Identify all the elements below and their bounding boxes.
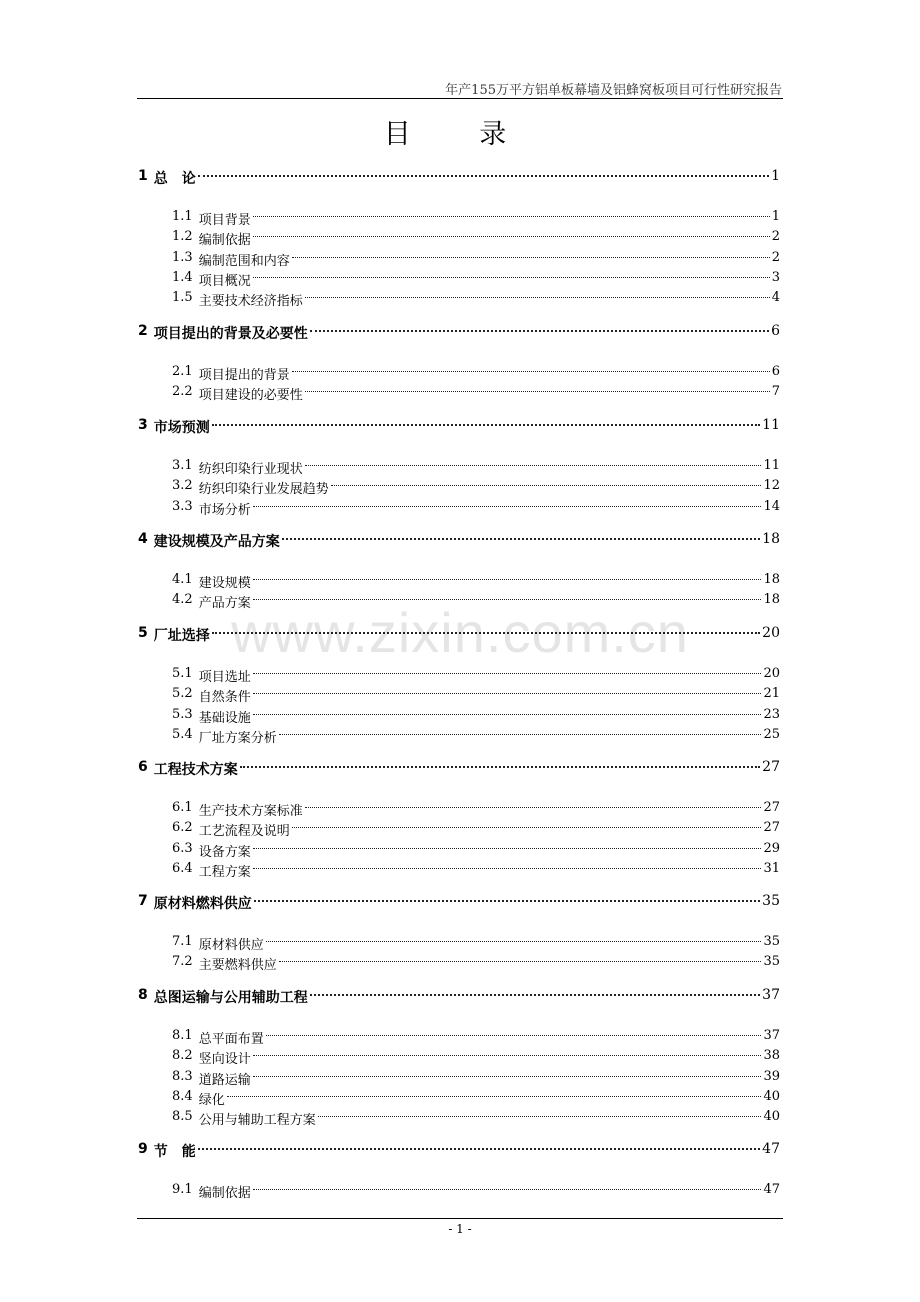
toc-entry-page: 12 — [763, 478, 780, 494]
toc-entry-page: 40 — [763, 1109, 780, 1125]
toc-chapter-7[interactable] — [138, 893, 780, 913]
toc-entry-title: 生产技术方案标准 — [198, 804, 303, 819]
toc-section-8-2[interactable] — [172, 1048, 780, 1067]
dot-leader — [305, 391, 770, 392]
toc-entry-page: 47 — [762, 1141, 780, 1157]
toc-entry-label — [172, 250, 290, 269]
toc-entry-title: 项目背景 — [198, 213, 251, 228]
dot-leader — [253, 216, 770, 217]
toc-entry-page: 18 — [763, 572, 780, 587]
toc-section-6-1[interactable] — [172, 800, 780, 819]
toc-entry-label — [172, 499, 251, 518]
toc-section-5-1[interactable] — [172, 666, 780, 685]
dot-leader — [282, 538, 760, 540]
toc-entry-label — [138, 987, 308, 1007]
toc-entry-title: 市场预测 — [153, 420, 210, 436]
toc-entry-number: 2.2 — [172, 384, 193, 400]
toc-section-6-4[interactable] — [172, 861, 780, 880]
toc-entry-label — [172, 364, 290, 383]
toc-entry-title: 纺织印染行业发展趋势 — [198, 482, 329, 498]
dot-leader — [253, 277, 770, 278]
toc-section-3-2[interactable] — [172, 478, 780, 497]
toc-entry-page: 39 — [763, 1068, 780, 1084]
dot-leader — [253, 599, 762, 600]
toc-entry-page: 3 — [771, 269, 780, 285]
running-header: 年产155万平方铝单板幕墙及铝蜂窝板项目可行性研究报告 — [445, 83, 782, 98]
toc-entry-page: 2 — [771, 249, 780, 265]
dot-leader — [266, 1035, 762, 1036]
dot-leader — [253, 673, 762, 674]
toc-entry-label — [172, 954, 277, 973]
toc-entry-number: 1.4 — [172, 269, 193, 285]
toc-entry-title: 编制范围和内容 — [198, 253, 290, 269]
toc-entry-title: 基础设施 — [198, 710, 251, 726]
toc-chapter-8[interactable] — [138, 987, 780, 1007]
toc-entry-page: 1 — [771, 168, 780, 184]
toc-entry-label — [138, 1141, 196, 1161]
dot-leader — [279, 961, 762, 962]
toc-section-8-3[interactable] — [172, 1069, 780, 1088]
toc-entry-number: 5.2 — [172, 686, 193, 702]
dot-leader — [318, 1116, 762, 1117]
toc-entry-number: 4 — [138, 531, 148, 547]
toc-entry-title: 建设规模 — [198, 576, 251, 591]
toc-entry-label — [172, 861, 251, 880]
toc-entry-label — [172, 1048, 251, 1067]
toc-section-1-2[interactable] — [172, 229, 780, 248]
toc-entry-label — [172, 686, 251, 705]
toc-chapter-4[interactable] — [138, 531, 780, 551]
toc-entry-title: 工艺流程及说明 — [198, 824, 290, 840]
toc-entry-number: 6.4 — [172, 860, 193, 876]
toc-chapter-2[interactable] — [138, 323, 780, 343]
toc-entry-label — [172, 841, 251, 860]
toc-entry-title: 公用与辅助工程方案 — [198, 1113, 316, 1129]
toc-entry-label — [138, 531, 280, 551]
toc-entry-title: 项目选址 — [198, 670, 251, 685]
toc-entry-page: 21 — [763, 686, 780, 702]
toc-entry-number: 8.2 — [172, 1048, 193, 1064]
toc-entry-number: 5.1 — [172, 666, 193, 681]
toc-entry-number: 4.2 — [172, 592, 193, 608]
dot-leader — [212, 424, 760, 426]
toc-entry-number: 6.3 — [172, 840, 193, 856]
toc-entry-page: 27 — [763, 820, 780, 836]
toc-entry-title: 厂址方案分析 — [198, 730, 277, 746]
toc-entry-title: 节 能 — [153, 1144, 196, 1160]
header-rule — [137, 98, 783, 99]
toc-entry-title: 编制依据 — [198, 233, 251, 249]
toc-entry-title: 道路运输 — [198, 1072, 251, 1088]
toc-section-9-1[interactable] — [172, 1182, 780, 1201]
dot-leader — [292, 371, 770, 372]
toc-section-2-2[interactable] — [172, 384, 780, 403]
toc-section-4-1[interactable] — [172, 572, 780, 591]
toc-entry-title: 工程方案 — [198, 864, 251, 880]
toc-entry-label — [172, 1069, 251, 1088]
toc-entry-title: 市场分析 — [198, 502, 251, 518]
toc-entry-page: 23 — [763, 706, 780, 722]
toc-entry-number: 2 — [138, 323, 148, 339]
toc-section-1-4[interactable] — [172, 270, 780, 289]
toc-entry-page: 29 — [763, 840, 780, 856]
toc-entry-number: 3.3 — [172, 498, 193, 514]
toc-entry-label — [138, 168, 196, 188]
toc-entry-title: 工程技术方案 — [153, 762, 238, 778]
toc-entry-page: 4 — [771, 290, 780, 306]
toc-section-4-2[interactable] — [172, 592, 780, 611]
toc-section-7-1[interactable] — [172, 934, 780, 953]
toc-entry-title: 建设规模及产品方案 — [153, 534, 280, 550]
toc-entry-label — [138, 625, 210, 645]
toc-entry-page: 31 — [763, 860, 780, 876]
toc-entry-number: 5.4 — [172, 726, 193, 742]
toc-chapter-5[interactable] — [138, 625, 780, 645]
toc-entry-label — [138, 893, 252, 913]
toc-entry-page: 18 — [763, 592, 780, 608]
toc-entry-page: 37 — [762, 987, 780, 1003]
toc-entry-number: 1 — [138, 168, 148, 184]
toc-entry-title: 总平面布置 — [198, 1032, 264, 1047]
dot-leader — [253, 1055, 762, 1056]
toc-entry-number: 6.2 — [172, 820, 193, 836]
toc-entry-number: 1.5 — [172, 290, 193, 306]
toc-entry-title: 编制依据 — [198, 1186, 251, 1201]
toc-section-6-3[interactable] — [172, 841, 780, 860]
dot-leader — [212, 632, 760, 634]
dot-leader — [253, 1076, 762, 1077]
dot-leader — [253, 848, 762, 849]
toc-entry-label — [172, 800, 303, 819]
toc-entry-label — [172, 209, 251, 228]
toc-entry-page: 47 — [763, 1182, 780, 1197]
toc-entry-number: 6.1 — [172, 800, 193, 815]
dot-leader — [253, 714, 762, 715]
toc-entry-page: 25 — [763, 726, 780, 742]
toc-entry-page: 27 — [762, 759, 780, 775]
toc-entry-label — [172, 458, 303, 477]
toc-entry-page: 7 — [771, 384, 780, 400]
toc-entry-page: 27 — [763, 800, 780, 815]
dot-leader — [253, 1189, 762, 1190]
toc-chapter-6[interactable] — [138, 759, 780, 779]
toc-entry-page: 20 — [763, 666, 780, 681]
toc-entry-label — [138, 759, 238, 779]
toc-entry-number: 9.1 — [172, 1182, 193, 1197]
toc-chapter-9[interactable] — [138, 1141, 780, 1161]
toc-section-1-5[interactable] — [172, 290, 780, 309]
dot-leader — [198, 1148, 760, 1150]
toc-entry-label — [172, 229, 251, 248]
dot-leader — [253, 693, 762, 694]
toc-entry-label — [138, 417, 210, 437]
toc-entry-label — [172, 290, 303, 309]
toc-entry-number: 3.2 — [172, 478, 193, 494]
toc-entry-label — [172, 1028, 264, 1047]
dot-leader — [253, 236, 770, 237]
dot-leader — [227, 1096, 762, 1097]
toc-entry-page: 11 — [762, 417, 780, 433]
watermark: www.zixin.com.cn — [231, 601, 689, 664]
dot-leader — [253, 579, 762, 580]
toc-entry-number: 4.1 — [172, 572, 193, 587]
toc-entry-label — [172, 270, 251, 289]
toc-entry-page: 35 — [763, 934, 780, 949]
toc-section-3-3[interactable] — [172, 499, 780, 518]
toc-entry-label — [172, 934, 264, 953]
dot-leader — [240, 766, 760, 768]
dot-leader — [310, 330, 769, 332]
toc-entry-number: 7.1 — [172, 934, 193, 949]
toc-entry-title: 总 论 — [153, 171, 196, 187]
toc-entry-page: 38 — [763, 1048, 780, 1064]
page-number: - 1 - — [448, 1222, 472, 1236]
toc-entry-number: 6 — [138, 759, 148, 775]
toc-entry-number: 1.2 — [172, 229, 193, 245]
toc-entry-label — [172, 1182, 251, 1201]
toc-entry-page: 6 — [771, 323, 780, 339]
toc-entry-title: 总图运输与公用辅助工程 — [153, 990, 308, 1006]
toc-entry-number: 5 — [138, 625, 148, 641]
toc-entry-number: 7.2 — [172, 954, 193, 970]
toc-entry-number: 8.1 — [172, 1028, 193, 1043]
toc-entry-title: 项目提出的背景 — [198, 368, 290, 383]
toc-section-1-3[interactable] — [172, 250, 780, 269]
toc-entry-page: 6 — [771, 364, 780, 379]
toc-entry-title: 自然条件 — [198, 690, 251, 706]
dot-leader — [292, 827, 762, 828]
toc-entry-label — [172, 1089, 225, 1108]
toc-entry-label — [172, 592, 251, 611]
toc-entry-label — [172, 727, 277, 746]
toc-entry-page: 2 — [771, 229, 780, 245]
toc-section-5-3[interactable] — [172, 707, 780, 726]
toc-section-5-2[interactable] — [172, 686, 780, 705]
toc-entry-number: 5.3 — [172, 706, 193, 722]
toc-chapter-3[interactable] — [138, 417, 780, 437]
toc-entry-page: 18 — [762, 531, 780, 547]
toc-entry-title: 主要燃料供应 — [198, 958, 277, 974]
toc-entry-number: 8.5 — [172, 1109, 193, 1125]
toc-chapter-1[interactable] — [138, 168, 780, 188]
toc-section-2-1[interactable] — [172, 364, 780, 383]
toc-section-1-1[interactable] — [172, 209, 780, 228]
toc-entry-page: 11 — [763, 458, 780, 473]
toc-entry-label — [172, 707, 251, 726]
dot-leader — [279, 734, 762, 735]
toc-entry-label — [172, 1109, 316, 1128]
toc-section-8-5[interactable] — [172, 1109, 780, 1128]
toc-entry-number: 8.4 — [172, 1088, 193, 1104]
toc-entry-title: 产品方案 — [198, 596, 251, 612]
toc-entry-number: 1.3 — [172, 249, 193, 265]
toc-entry-number: 7 — [138, 893, 148, 909]
dot-leader — [266, 941, 762, 942]
page-title: 目 录 — [383, 119, 537, 150]
footer-rule — [137, 1218, 783, 1219]
dot-leader — [305, 297, 770, 298]
toc-entry-label — [172, 666, 251, 685]
toc-entry-title: 原材料燃料供应 — [153, 896, 252, 912]
toc-entry-label — [138, 323, 308, 343]
toc-entry-page: 14 — [763, 498, 780, 514]
toc-section-8-4[interactable] — [172, 1089, 780, 1108]
toc-entry-page: 35 — [763, 954, 780, 970]
toc-entry-page: 37 — [763, 1028, 780, 1043]
toc-entry-page: 35 — [762, 893, 780, 909]
toc-entry-number: 9 — [138, 1141, 148, 1157]
dot-leader — [292, 257, 770, 258]
toc-entry-title: 项目提出的背景及必要性 — [153, 326, 308, 342]
toc-entry-number: 8 — [138, 987, 148, 1003]
dot-leader — [310, 994, 760, 996]
dot-leader — [253, 506, 762, 507]
toc-entry-title: 主要技术经济指标 — [198, 294, 303, 310]
toc-entry-label — [172, 820, 290, 839]
dot-leader — [253, 868, 762, 869]
toc-entry-title: 设备方案 — [198, 844, 251, 860]
toc-entry-label — [172, 572, 251, 591]
toc-entry-title: 绿化 — [198, 1092, 225, 1108]
toc-entry-number: 1.1 — [172, 209, 193, 224]
dot-leader — [331, 485, 762, 486]
dot-leader — [254, 900, 760, 902]
toc-entry-number: 3 — [138, 417, 148, 433]
toc-section-5-4[interactable] — [172, 727, 780, 746]
toc-entry-title: 项目概况 — [198, 273, 251, 289]
toc-entry-title: 项目建设的必要性 — [198, 388, 303, 404]
dot-leader — [198, 175, 769, 177]
dot-leader — [305, 465, 762, 466]
toc-section-8-1[interactable] — [172, 1028, 780, 1047]
toc-section-6-2[interactable] — [172, 820, 780, 839]
toc-entry-page: 40 — [763, 1088, 780, 1104]
toc-section-3-1[interactable] — [172, 458, 780, 477]
toc-entry-page: 1 — [771, 209, 780, 224]
toc-entry-title: 原材料供应 — [198, 938, 264, 953]
toc-entry-page: 20 — [762, 625, 780, 641]
toc-entry-title: 竖向设计 — [198, 1052, 251, 1068]
toc-entry-number: 8.3 — [172, 1068, 193, 1084]
dot-leader — [305, 807, 762, 808]
toc-section-7-2[interactable] — [172, 954, 780, 973]
toc-entry-title: 厂址选择 — [153, 628, 210, 644]
toc-entry-number: 3.1 — [172, 458, 193, 473]
toc-entry-title: 纺织印染行业现状 — [198, 462, 303, 477]
toc-entry-number: 2.1 — [172, 364, 193, 379]
toc-entry-label — [172, 384, 303, 403]
toc-entry-label — [172, 478, 329, 497]
